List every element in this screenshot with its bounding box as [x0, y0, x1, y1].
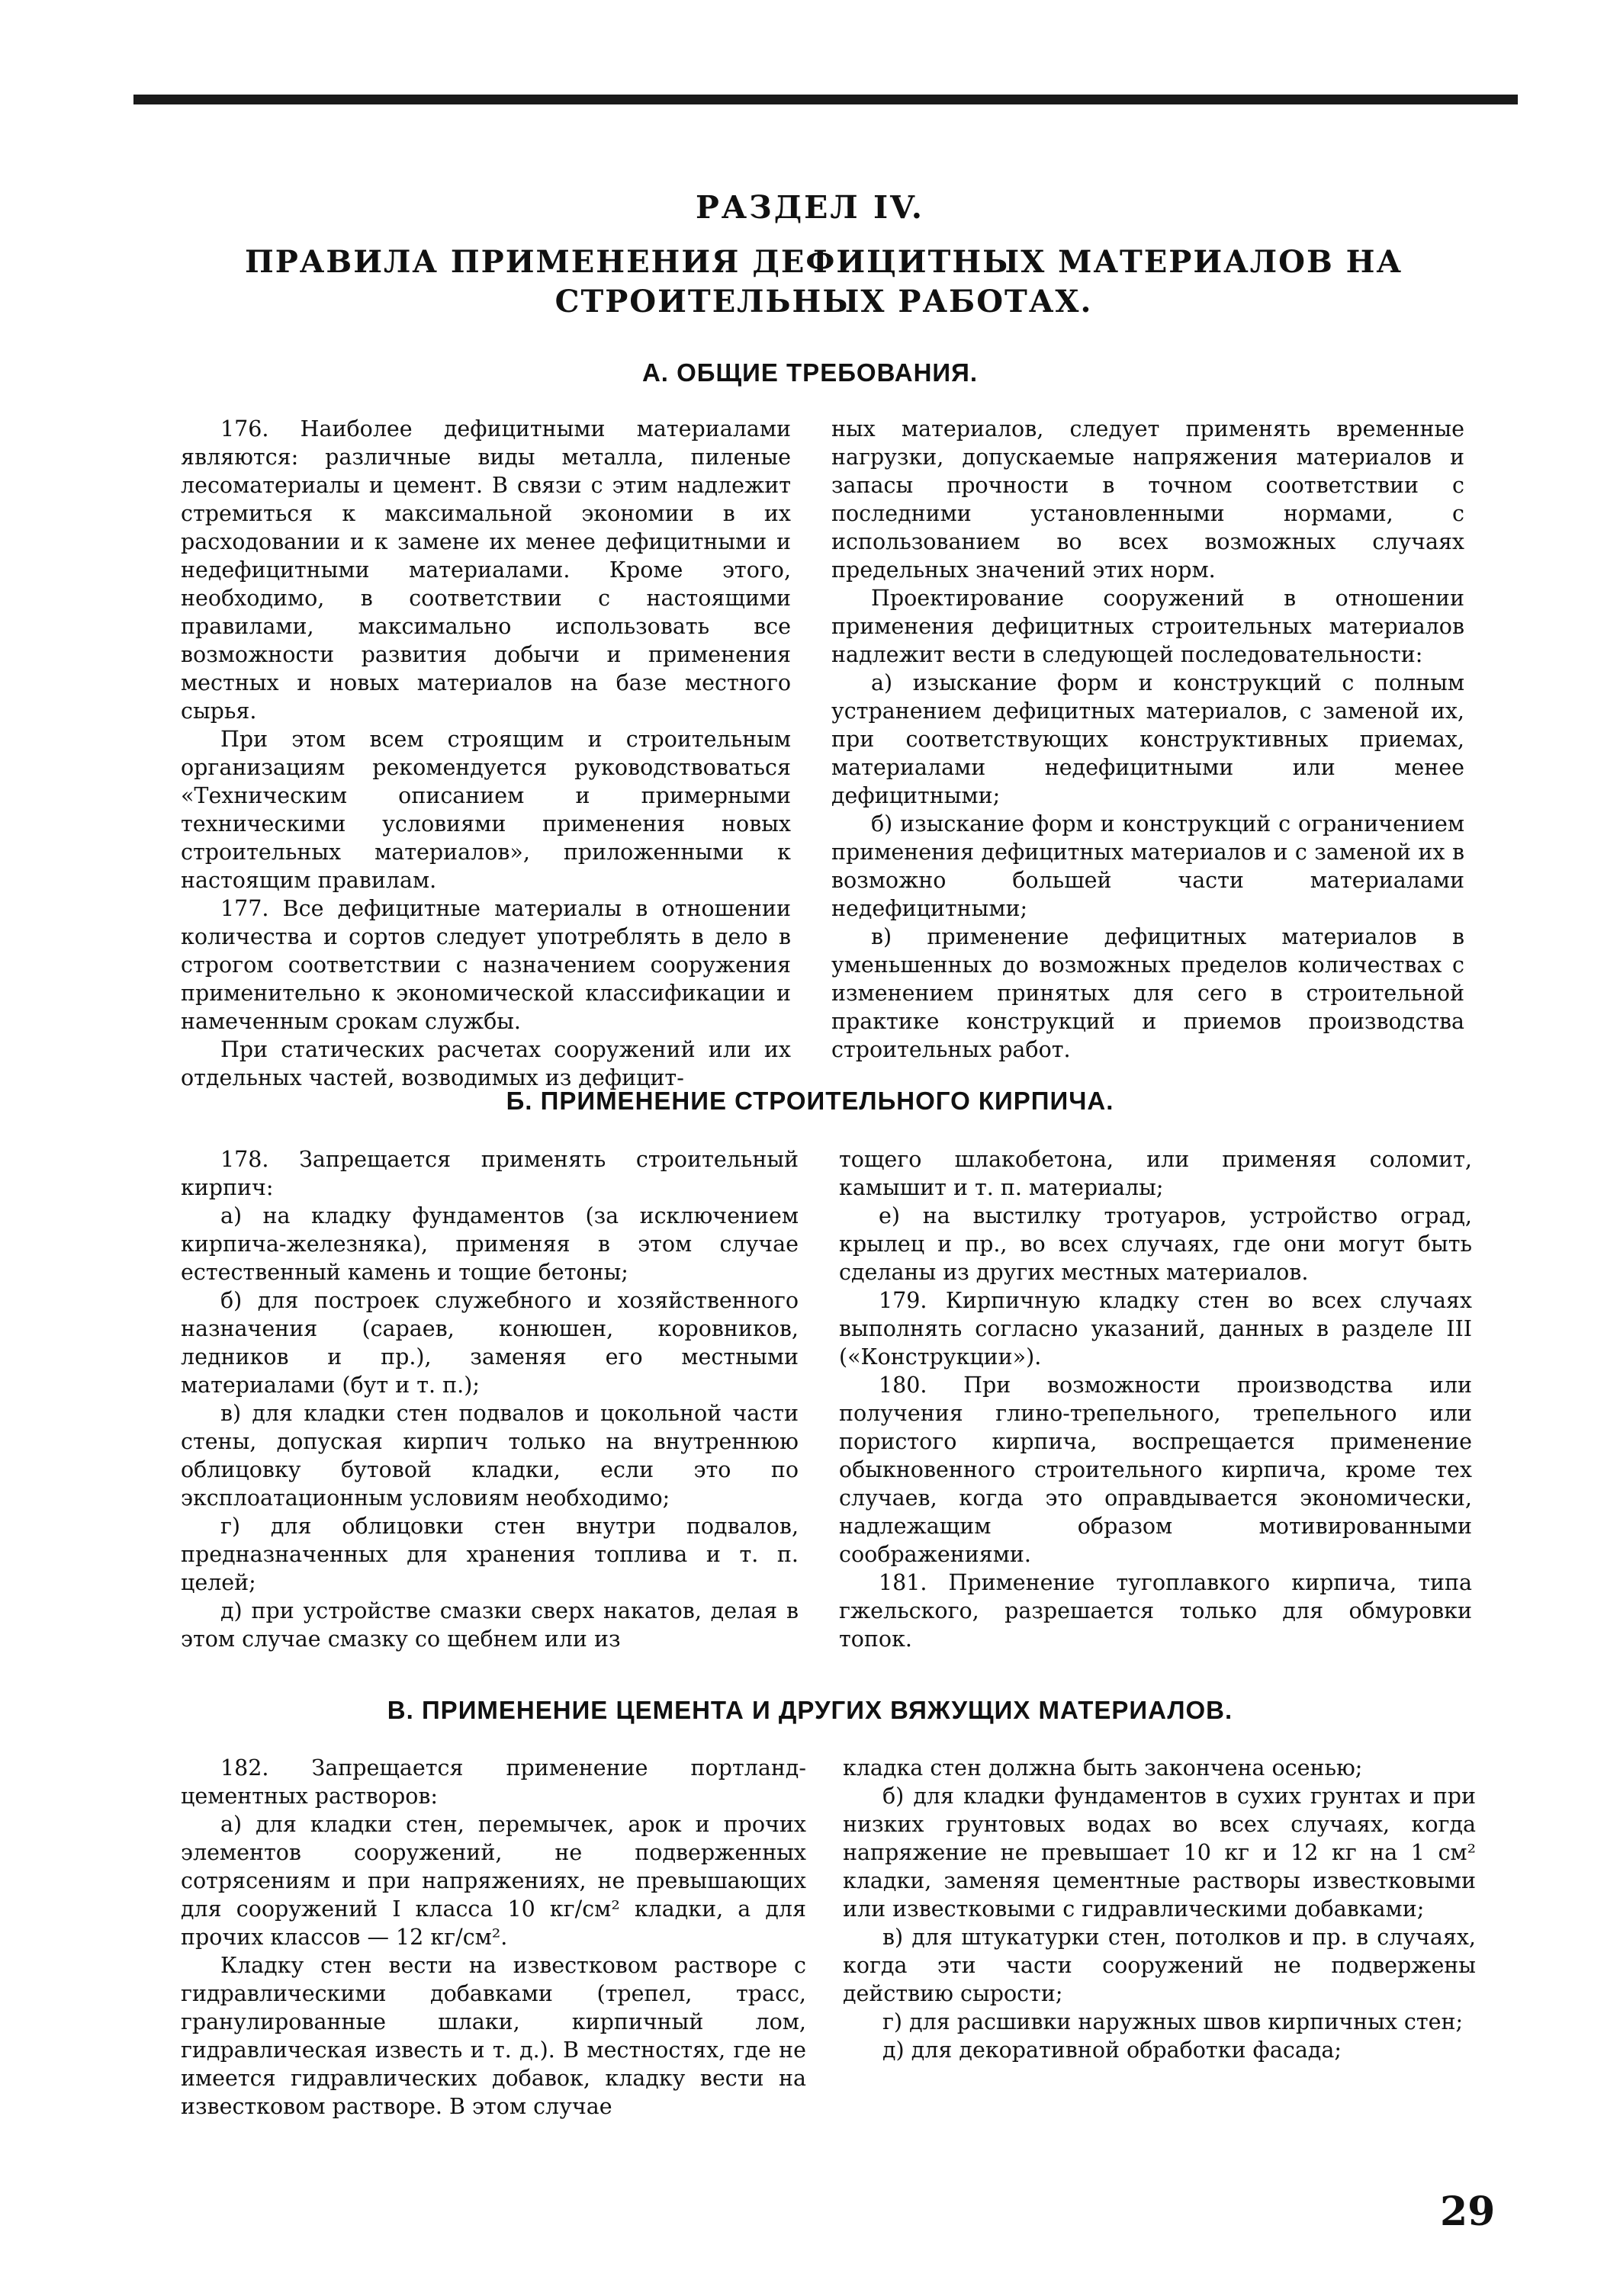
- heading-cement-use: В. ПРИМЕНЕНИЕ ЦЕМЕНТА И ДРУГИХ ВЯЖУЩИХ МАТЕРИАЛОВ.: [387, 1696, 1233, 1724]
- paragraph: 180. При возможности производства или получения глино-трепельного, трепельного или пористого кирпича, воспрещается применение обыкновенного строительного кирпича, кроме тех случаев, когда это оправдывается экономически, надлежащим образом мотивированными соображениями.: [839, 1373, 1472, 1567]
- part-a-left-column: [181, 415, 791, 1092]
- heading-general-requirements: А. ОБЩИЕ ТРЕБОВАНИЯ.: [641, 358, 979, 387]
- paragraph: а) изыскание форм и конструкций с полным устранением дефицитных материалов, с заменой их, при соответствующих конструктивных приемах, материалами недефицитными или менее дефицитными;: [831, 670, 1464, 808]
- section-title: РАЗДЕЛ IV.: [695, 189, 925, 226]
- heading-brick-use: Б. ПРИМЕНЕНИЕ СТРОИТЕЛЬНОГО КИРПИЧА.: [506, 1087, 1114, 1115]
- paragraph: При этом всем строящим и строительным организациям рекомендуется руководствоваться «Техническим описанием и примерными техническими условиями применения новых строительных материалов», приложенными к настоящим правилам.: [181, 727, 791, 893]
- paragraph: 181. Применение тугоплавкого кирпича, типа гжельского, разрешается только для обмуровки топок.: [839, 1570, 1472, 1652]
- part-b-left-column: [181, 1145, 799, 1653]
- paragraph: а) на кладку фундаментов (за исключением кирпича-железняка), применяя в этом случае естественный камень и тощие бетоны;: [181, 1203, 799, 1285]
- paragraph: тощего шлакобетона, или применяя соломит, камышит и т. п. материалы;: [839, 1147, 1472, 1200]
- paragraph: 177. Все дефицитные материалы в отношении количества и сортов следует употреблять в дело в строгом соответствии с назначением сооружения применительно к экономической классификации и намеченным срокам службы.: [181, 896, 791, 1034]
- paragraph: При статических расчетах сооружений или их отдельных частей, возводимых из дефицит-: [181, 1037, 791, 1090]
- part-a-right-column: [831, 415, 1464, 1064]
- paragraph: ных материалов, следует применять временные нагрузки, допускаемые напряжения материалов и запасы прочности в точном соответствии с последними установленными нормами, с использованием во всех возможных случаях предельных значений этих норм.: [831, 416, 1464, 583]
- paragraph: г) для облицовки стен внутри подвалов, предназначенных для хранения топлива и т. п. целей;: [181, 1514, 799, 1595]
- paragraph: б) для кладки фундаментов в сухих грунтах и при низких грунтовых водах во всех случаях, когда напряжение не превышает 10 кг и 12 кг на 1 см² кладки, заменяя цементные растворы известковыми или известковыми с гидравлическими добавками;: [843, 1784, 1476, 1922]
- paragraph: 182. Запрещается применение портланд-цементных растворов:: [181, 1755, 806, 1809]
- paragraph: е) на выстилку тротуаров, устройство оград, крылец и пр., во всех случаях, где они могут быть сделаны из других местных материалов.: [839, 1203, 1472, 1285]
- paragraph: в) для штукатурки стен, потолков и пр. в случаях, когда эти части сооружений не подвержены действию сырости;: [843, 1925, 1476, 2006]
- paragraph: 179. Кирпичную кладку стен во всех случаях выполнять согласно указаний, данных в разделе III («Конструкции»).: [839, 1288, 1472, 1370]
- paragraph: б) изыскание форм и конструкций с ограничением применения дефицитных материалов и с заменой их в возможно большей части материалами недефицитными;: [831, 811, 1464, 921]
- page-number: 29: [1440, 2188, 1496, 2235]
- part-c-left-column: [181, 1754, 806, 2121]
- paragraph: д) для декоративной обработки фасада;: [882, 2037, 1342, 2063]
- paragraph: б) для построек служебного и хозяйственного назначения (сараев, конюшен, коровников, ледников и пр.), заменяя его местными материалами (бут и т. п.);: [181, 1288, 799, 1398]
- paragraph: Проектирование сооружений в отношении применения дефицитных строительных материалов надлежит вести в следующей последовательности:: [831, 586, 1464, 667]
- paragraph: г) для расшивки наружных швов кирпичных стен;: [882, 2009, 1464, 2034]
- part-b-right-column: [839, 1145, 1472, 1653]
- page-title: ПРАВИЛА ПРИМЕНЕНИЯ ДЕФИЦИТНЫХ МАТЕРИАЛОВ НА СТРОИТЕЛЬНЫХ РАБОТАХ.: [244, 244, 1403, 320]
- paragraph: 178. Запрещается применять строительный кирпич:: [181, 1147, 799, 1200]
- top-rule: [133, 95, 1518, 104]
- paragraph: в) для кладки стен подвалов и цокольной части стены, допуская кирпич только на внутреннюю облицовку бутовой кладки, если это по эксплоатационным условиям необходимо;: [181, 1401, 799, 1511]
- paragraph: Кладку стен вести на известковом растворе с гидравлическими добавками (трепел, трасс, гранулированные шлаки, кирпичный лом, гидравлическая известь и т. д.). В местностях, где не имеется гидравлических добавок, кладку вести на известковом растворе. В этом случае: [181, 1953, 806, 2119]
- paragraph: кладка стен должна быть закончена осенью;: [843, 1755, 1363, 1781]
- paragraph: 176. Наиболее дефицитными материалами являются: различные виды металла, пиленые лесоматериалы и цемент. В связи с этим надлежит стремиться к максимальной экономии в их расходовании и к замене их менее дефицитными и недефицитными материалами. Кроме этого, необходимо, в соответствии с настоящими правилами, максимально использовать все возможности развития добычи и применения местных и новых материалов на базе местного сырья.: [181, 416, 791, 724]
- part-c-right-column: [843, 1754, 1476, 2064]
- paragraph: а) для кладки стен, перемычек, арок и прочих элементов сооружений, не подверженных сотрясениям и при напряжениях, не превышающих для сооружений I класса 10 кг/см² кладки, а для прочих классов — 12 кг/см².: [181, 1812, 806, 1950]
- paragraph: д) при устройстве смазки сверх накатов, делая в этом случае смазку со щебнем или из: [181, 1598, 799, 1652]
- paragraph: в) применение дефицитных материалов в уменьшенных до возможных пределов количествах с изменением принятых для сего в строительной практике конструкций и приемов производства строительных работ.: [831, 924, 1464, 1062]
